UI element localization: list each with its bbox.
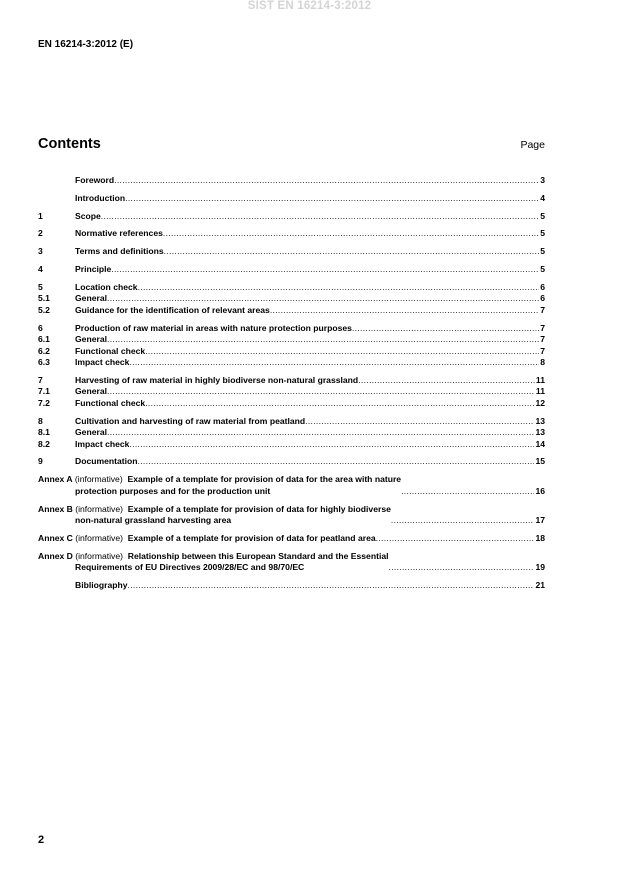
dot-leader [107,334,539,346]
contents-title: Contents [38,136,101,152]
toc-entry-number: 4 [38,263,43,274]
toc-entry-number: 6 [38,322,43,333]
toc-annex-entry[interactable] [38,533,545,545]
toc-entry-number: 6.1 [38,334,50,345]
toc-entry-number: 7.2 [38,397,50,408]
toc-entry-page: 21 [535,579,545,590]
dot-leader [389,562,535,574]
toc-entry[interactable] [38,323,545,335]
toc-entry-page: 5 [540,263,545,274]
toc-entry-title: Bibliography [75,579,128,590]
toc-entry-title: Documentation [75,456,138,467]
toc-entry-page: 6 [540,293,545,304]
annex-status: (informative) [72,474,128,485]
toc-entry[interactable] [38,228,545,240]
page-number: 2 [38,834,45,846]
dot-leader [358,375,535,387]
annex-status: (informative) [72,532,128,543]
dot-leader [352,323,539,335]
toc-entry-title: General [75,293,108,304]
toc-entry-title: General [75,386,108,397]
toc-entry-page: 15 [535,456,545,467]
dot-leader [101,211,539,223]
annex-label: Annex C [38,532,73,543]
toc-entry-title [38,551,389,574]
toc-entry-title: Functional check [75,345,146,356]
page-column-heading: Page [520,139,545,151]
toc-entry[interactable] [38,334,545,346]
toc-entry[interactable] [38,211,545,223]
toc-entry-title: Scope [75,210,101,221]
toc-entry-title: Production of raw material in areas with nature protection purposes [75,322,352,333]
toc-entry-page: 18 [535,532,545,543]
toc-entry-number: 7 [38,374,43,385]
toc-entry[interactable] [38,398,545,410]
toc-entry[interactable] [38,305,545,317]
toc-entry-page: 16 [535,485,545,496]
annex-title-line2: Requirements of EU Directives 2009/28/EC and 98/70/EC [75,562,305,573]
dot-leader [270,305,539,317]
dot-leader [163,228,539,240]
toc-entry-page: 11 [535,386,545,397]
toc-entry[interactable] [38,193,545,205]
toc-entry-page: 7 [540,322,545,333]
annex-title-line1: Example of a template for provision of data for the area with nature [127,474,402,485]
toc-entry[interactable] [38,346,545,358]
annex-status: (informative) [72,550,128,561]
toc-entry-title: Cultivation and harvesting of raw material from peatland [75,415,306,426]
toc-entry-number: 6.2 [38,345,50,356]
toc-entry[interactable] [38,375,545,387]
toc-entry-title: Impact check [75,438,130,449]
toc-entry-page: 5 [540,210,545,221]
toc-entry-page: 7 [540,304,545,315]
dot-leader [145,346,539,358]
toc-entry-title: Functional check [75,397,146,408]
toc-entry-number: 3 [38,246,43,257]
dot-leader [129,357,539,369]
annex-title-line1: Relationship between this European Standard and the Essential [127,550,389,561]
toc-entry-number: 6.3 [38,357,50,368]
toc-annex-entry[interactable] [38,474,545,497]
table-of-contents [38,175,545,591]
toc-entry-number: 5 [38,281,43,292]
toc-entry-title: Normative references [75,228,163,239]
toc-entry[interactable] [38,282,545,294]
annex-title-line2: non-natural grassland harvesting area [75,515,232,526]
annex-status: (informative) [72,503,128,514]
document-id: EN 16214-3:2012 (E) [38,39,134,50]
toc-entry-page: 12 [535,397,545,408]
toc-entry-page: 11 [535,374,545,385]
watermark: SIST EN 16214-3:2012 [247,0,372,12]
toc-entry-title: General [75,334,108,345]
dot-leader [401,486,534,498]
toc-entry-title: Introduction [75,192,126,203]
annex-label: Annex D [38,550,73,561]
toc-entry[interactable] [38,293,545,305]
toc-entry-number: 2 [38,228,43,239]
annex-label: Annex B [38,503,73,514]
toc-entry-page: 4 [540,192,545,203]
dot-leader [164,246,540,258]
dot-leader [107,293,539,305]
toc-entry-number: 8.1 [38,427,50,438]
dot-leader [107,427,534,439]
toc-entry[interactable] [38,439,545,451]
dot-leader [145,398,534,410]
toc-entry-page: 13 [535,427,545,438]
toc-entry-number: 8.2 [38,438,50,449]
toc-entry-title [38,533,376,545]
toc-entry[interactable] [38,264,545,276]
toc-entry[interactable] [38,246,545,258]
toc-entry-page: 7 [540,345,545,356]
toc-entry-title: Terms and definitions [75,246,164,257]
toc-annex-entry[interactable] [38,551,545,574]
dot-leader [305,416,534,428]
toc-entry-title: Principle [75,263,112,274]
annex-title-line1: Example of a template for provision of data for peatland area [127,532,376,543]
toc-entry-number: 5.2 [38,304,50,315]
dot-leader [376,533,535,545]
toc-entry-page: 5 [540,228,545,239]
toc-entry-title [38,504,391,527]
dot-leader [114,175,539,187]
toc-annex-entry[interactable] [38,504,545,527]
dot-leader [391,515,535,527]
toc-entry-number: 8 [38,415,43,426]
dot-leader [128,580,535,592]
toc-entry-page: 6 [540,281,545,292]
toc-entry[interactable] [38,386,545,398]
dot-leader [107,386,535,398]
annex-title-line2: protection purposes and for the production unit [75,485,271,496]
toc-entry-number: 9 [38,456,43,467]
dot-leader [138,282,540,294]
toc-entry-title: Harvesting of raw material in highly biodiverse non-natural grassland [75,374,359,385]
dot-leader [125,193,539,205]
toc-entry-page: 7 [540,334,545,345]
toc-entry-number: 5.1 [38,293,50,304]
toc-entry-page: 17 [535,515,545,526]
toc-entry-page: 3 [540,175,545,185]
toc-entry-number: 1 [38,210,43,221]
toc-entry-title: Location check [75,281,138,292]
toc-entry-title: Impact check [75,357,130,368]
toc-entry-page: 8 [540,357,545,368]
annex-label: Annex A [38,474,73,485]
toc-entry-number: 7.1 [38,386,50,397]
toc-entry[interactable] [38,427,545,439]
toc-entry-page: 14 [535,438,545,449]
toc-entry-title [38,474,401,497]
toc-entry-page: 13 [535,415,545,426]
dot-leader [138,456,535,468]
dot-leader [129,439,534,451]
toc-entry[interactable] [38,580,545,592]
toc-entry[interactable] [38,416,545,428]
dot-leader [111,264,539,276]
annex-title-line1: Example of a template for provision of data for highly biodiverse [127,503,391,514]
toc-entry-page: 5 [540,246,545,257]
toc-entry-title: Guidance for the identification of relevant areas [75,304,270,315]
toc-entry[interactable] [38,175,545,187]
toc-entry[interactable] [38,456,545,468]
toc-entry-page: 19 [535,562,545,573]
toc-entry[interactable] [38,357,545,369]
toc-entry-title: Foreword [75,175,115,185]
toc-entry-title: General [75,427,108,438]
